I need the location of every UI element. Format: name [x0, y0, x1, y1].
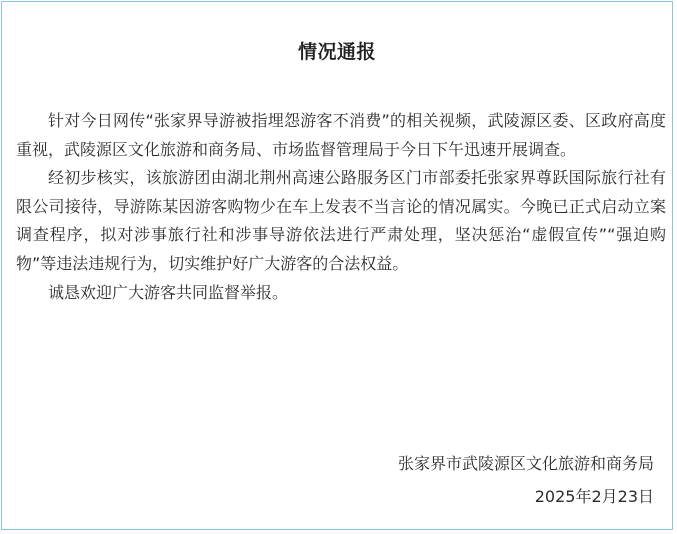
- issue-date: 2025年2月23日: [534, 487, 654, 506]
- signature-block: [398, 447, 654, 513]
- paragraph-verification: 经初步核实，该旅游团由湖北荆州高速公路服务区门市部委托张家界尊跃国际旅行社有限公司接待，导游陈某因游客购物少在车上发表不当言论的情况属实。今晚已正式启动立案调查程序，拟对涉事旅行社和涉事导游依法进行严肃处理，坚决惩治“虚假宣传”“强迫购物”等违法违规行为，切实维护好广大游客的合法权益。: [16, 168, 666, 273]
- notice-title: 情况通报: [297, 41, 376, 63]
- paragraph-appeal: 诚恳欢迎广大游客共同监督举报。: [48, 282, 289, 302]
- paragraph-investigation: 针对今日网传“张家界导游被指埋怨游客不消费”的相关视频，武陵源区委、区政府高度重视，武陵源区文化旅游和商务局、市场监督管理局于今日下午迅速开展调查。: [16, 111, 666, 159]
- issuer-name: 张家界市武陵源区文化旅游和商务局: [397, 454, 654, 473]
- notice-panel: [1, 1, 673, 530]
- notice-body: [16, 107, 666, 307]
